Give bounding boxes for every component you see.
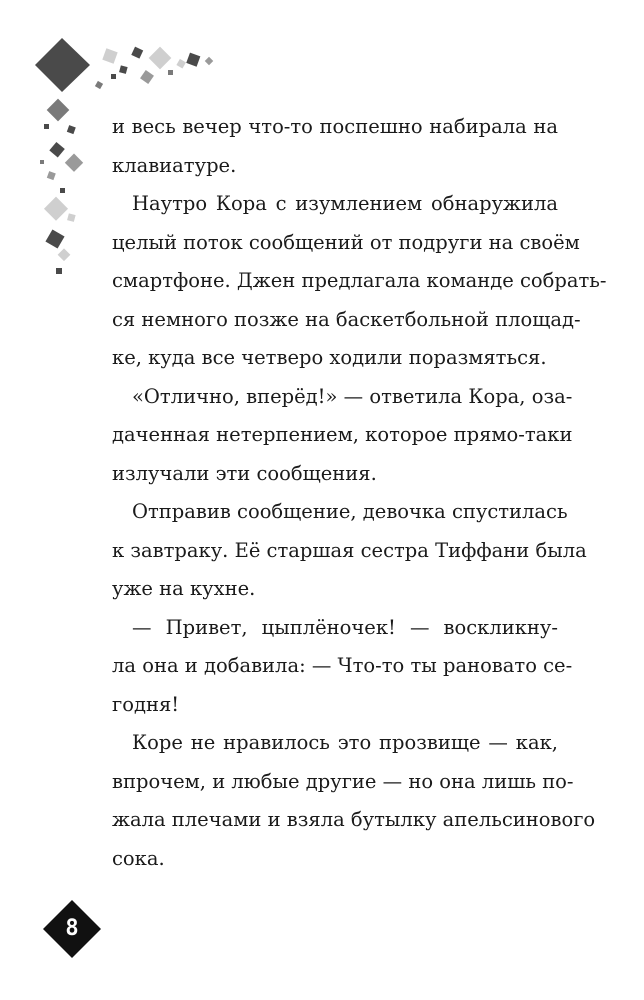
text-line: жала плечами и взяла бутылку апельсинового (112, 808, 596, 831)
book-text (112, 108, 607, 878)
diamond-shape (58, 248, 71, 261)
paragraph (112, 185, 607, 378)
diamond-shape (44, 197, 68, 221)
diamond-shape (40, 160, 44, 164)
text-line: ся немного позже на баскетбольной площад- (112, 307, 581, 331)
text-line: сока. (112, 846, 165, 870)
diamond-shape (65, 154, 83, 172)
text-line: Отправив сообщение, девочка спустилась (132, 500, 568, 523)
large-diamond-shape (35, 38, 90, 92)
diamond-shape (67, 125, 76, 134)
diamond-shape (47, 99, 70, 122)
diamond-shape (149, 47, 172, 70)
paragraph (112, 108, 558, 185)
diamond-shape (102, 48, 117, 63)
diamond-shape (119, 65, 128, 74)
diamond-shape (176, 59, 186, 69)
diamond-shape (111, 74, 116, 79)
diamond-shape (49, 142, 64, 157)
diamond-shape (140, 70, 154, 84)
paragraph (112, 493, 587, 609)
diamond-shape (67, 213, 76, 222)
text-line: — Привет, цыплёночек! — воскликну- (132, 615, 558, 639)
text-line: целый поток сообщений от подруги на своём (112, 230, 580, 254)
text-line: смартфоне. Джен предлагала команде собрать- (112, 269, 607, 292)
text-line: к завтраку. Её старшая сестра Тиффани была (112, 538, 587, 562)
page-number: 8 (65, 916, 79, 941)
paragraph (112, 609, 573, 725)
text-line: уже на кухне. (112, 577, 256, 600)
diamond-shape (186, 53, 200, 67)
text-line: ке, куда все четверо ходили поразмяться. (112, 346, 547, 369)
text-line: «Отлично, вперёд!» — ответила Кора, оза- (132, 384, 573, 408)
diamond-shape (56, 268, 62, 274)
text-line: и весь вечер что-то поспешно набирала на (112, 115, 558, 138)
diamond-shape (168, 70, 173, 75)
diamond-shape (95, 81, 103, 89)
diamond-shape (47, 171, 56, 180)
text-line: даченная нетерпением, которое прямо-таки (112, 423, 573, 446)
text-line: Коре не нравилось это прозвище — как, (132, 731, 558, 754)
diamond-shape (205, 57, 213, 65)
text-line: излучали эти сообщения. (112, 461, 377, 485)
text-line: годня! (112, 692, 180, 716)
paragraph (112, 378, 573, 494)
text-line: впрочем, и любые другие — но она лишь по- (112, 769, 574, 793)
text-line: Наутро Кора с изумлением обнаружила (132, 192, 558, 215)
text-line: клавиатуре. (112, 153, 237, 177)
paragraph (112, 724, 596, 878)
diamond-shape (60, 188, 65, 193)
text-line: ла она и добавила: — Что-то ты рановато се- (112, 654, 573, 677)
diamond-shape (45, 229, 64, 248)
diamond-shape (44, 124, 49, 129)
diamond-shape (131, 47, 143, 59)
